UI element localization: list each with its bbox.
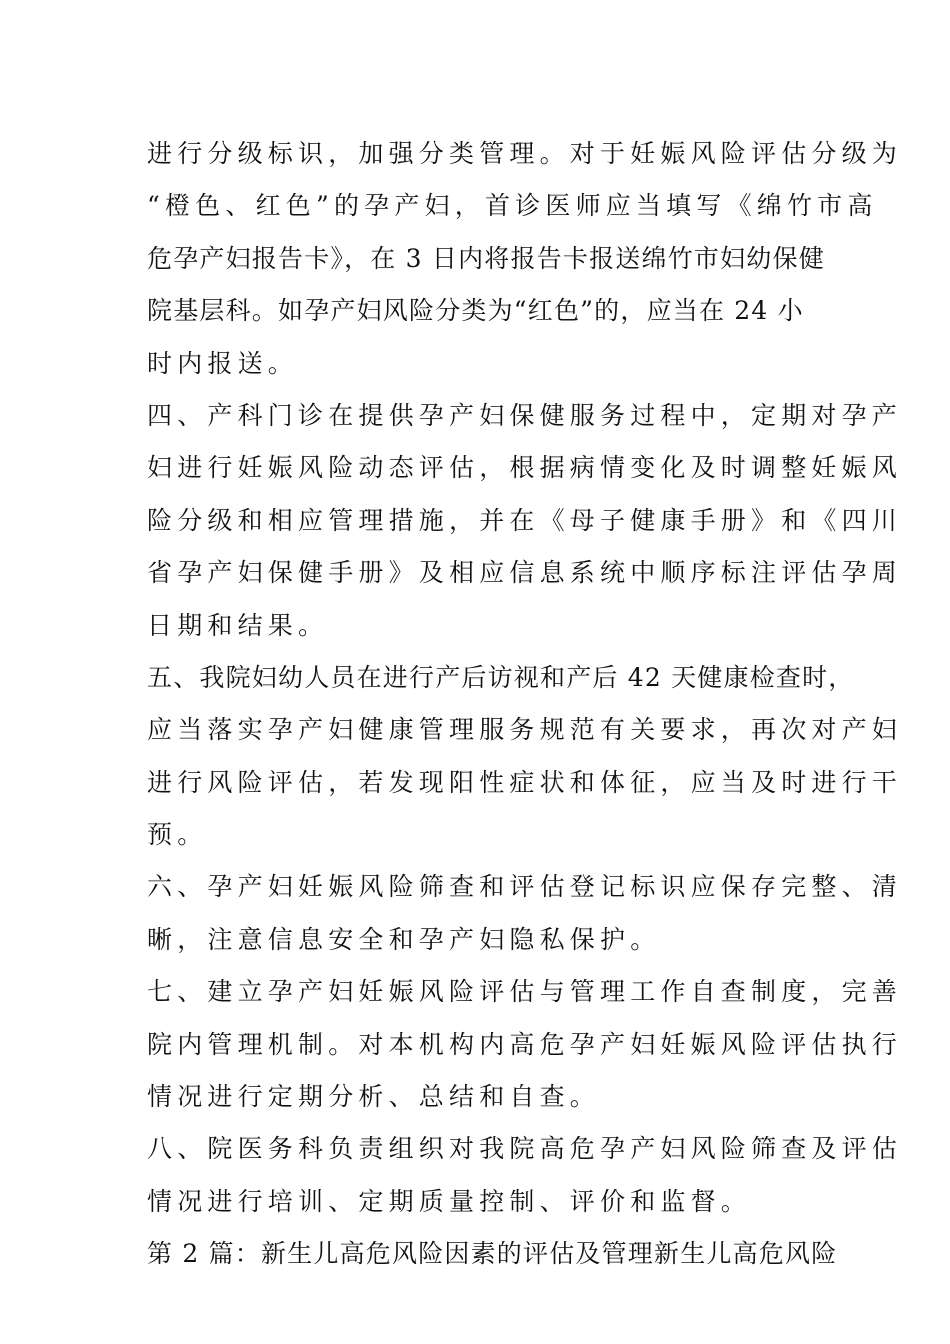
text-line: 情况进行定期分析、总结和自查。 — [147, 1082, 601, 1112]
text-line: 情况进行培训、定期质量控制、评价和监督。 — [147, 1186, 752, 1216]
text-line: 六、孕产妇妊娠风险筛查和评估登记标识应保存完整、清 — [147, 872, 903, 902]
text-line: 预。 — [147, 820, 208, 850]
text-line: 省孕产妇保健手册》及相应信息系统中顺序标注评估孕周 — [147, 558, 903, 588]
text-line: 晰，注意信息安全和孕产妇隐私保护。 — [147, 924, 661, 954]
text-line: 五、我院妇幼人员在进行产后访视和产后 42 天健康检查时， — [147, 662, 855, 692]
text-line: 危孕产妇报告卡》，在 3 日内将报告卡报送绵竹市妇幼保健 — [147, 243, 825, 273]
text-line: 进行分级标识，加强分类管理。对于妊娠风险评估分级为 — [147, 139, 903, 168]
text-line: 四、产科门诊在提供孕产妇保健服务过程中，定期对孕产 — [147, 400, 903, 430]
text-line: 险分级和相应管理措施，并在《母子健康手册》和《四川 — [147, 505, 903, 535]
text-line: “橙色、红色”的孕产妇，首诊医师应当填写《绵竹市高 — [147, 191, 878, 221]
text-line: 应当落实孕产妇健康管理服务规范有关要求，再次对产妇 — [147, 715, 903, 745]
text-line: 妇进行妊娠风险动态评估，根据病情变化及时调整妊娠风 — [147, 453, 903, 483]
text-line: 时内报送。 — [147, 348, 299, 378]
text-line: 进行风险评估，若发现阳性症状和体征，应当及时进行干 — [147, 767, 903, 797]
text-line: 院内管理机制。对本机构内高危孕产妇妊娠风险评估执行 — [147, 1029, 903, 1059]
text-line: 八、院医务科负责组织对我院高危孕产妇风险筛查及评估 — [147, 1134, 903, 1164]
document-body — [147, 128, 903, 1281]
text-line: 第 2 篇：新生儿高危风险因素的评估及管理新生儿高危风险 — [147, 1239, 838, 1269]
text-line: 日期和结果。 — [147, 610, 329, 640]
text-line: 七、建立孕产妇妊娠风险评估与管理工作自查制度，完善 — [147, 977, 903, 1007]
text-line: 院基层科。如孕产妇风险分类为“红色”的，应当在 24 小 — [147, 296, 804, 326]
